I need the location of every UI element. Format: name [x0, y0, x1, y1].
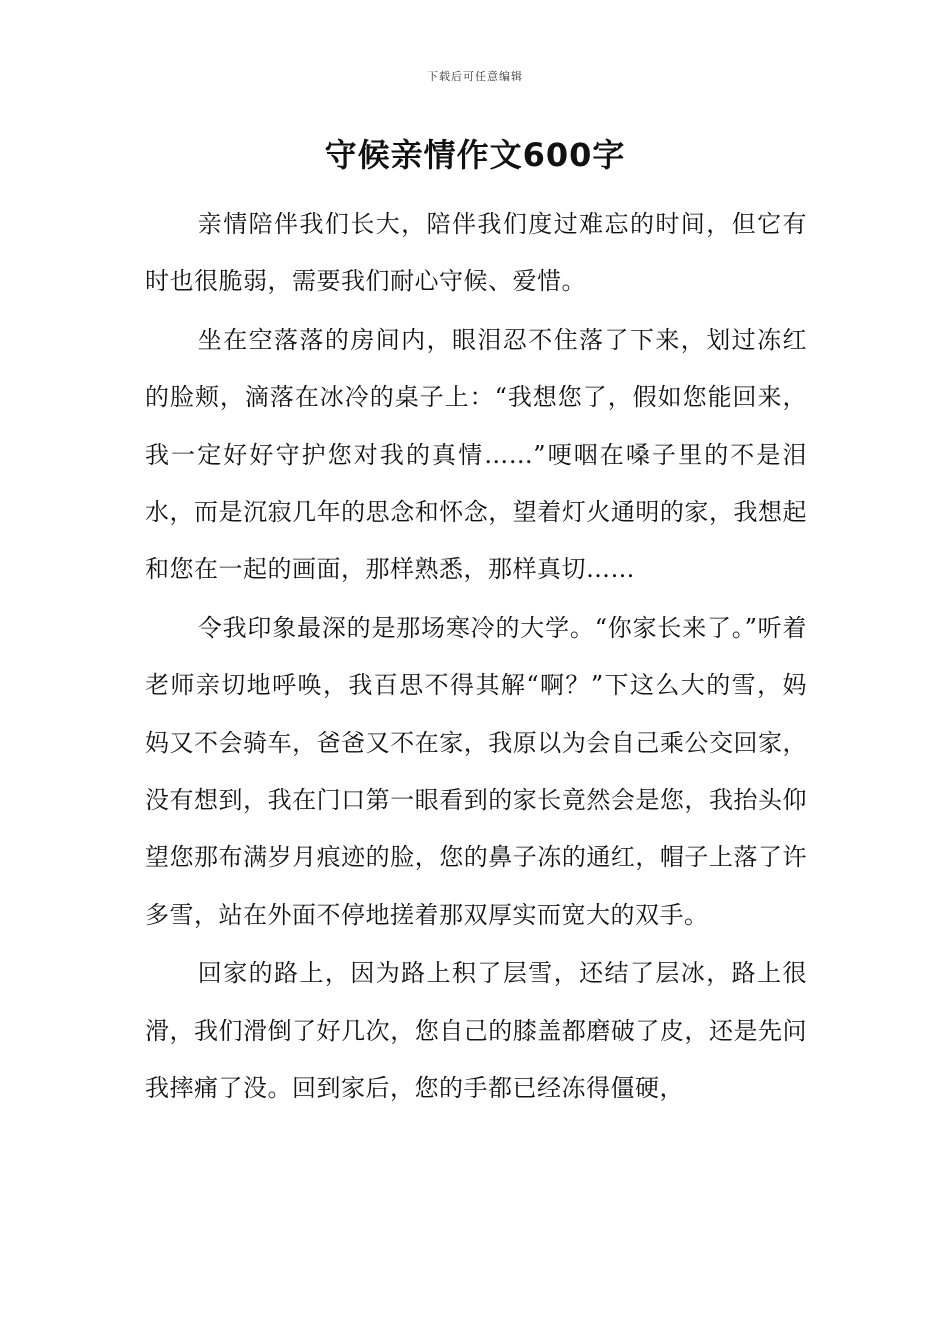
header-note: 下载后可任意编辑 [427, 70, 523, 83]
article-body [145, 196, 807, 1119]
paragraph-4: 回家的路上，因为路上积了层雪，还结了层冰，路上很滑，我们滑倒了好几次，您自己的膝盖都磨破了皮，还是先问我摔痛了没。回到家后，您的手都已经冻得僵硬， [145, 959, 807, 1103]
page-title: 守候亲情作文600字 [324, 136, 626, 174]
paragraph-3: 令我印象最深的是那场寒冷的大学。“你家长来了。”听着老师亲切地呼唤，我百思不得其解“啊？”下这么大的雪，妈妈又不会骑车，爸爸又不在家，我原以为会自己乘公交回家，没有想到，我在门口第一眼看到的家长竟然会是您，我抬头仰望您那布满岁月痕迹的脸，您的鼻子冻的通红，帽子上落了许多雪，站在外面不停地搓着那双厚实而宽大的双手。 [145, 613, 807, 929]
paragraph-1: 亲情陪伴我们长大，陪伴我们度过难忘的时间，但它有时也很脆弱，需要我们耐心守候、爱惜。 [145, 210, 807, 296]
paragraph-2: 坐在空落落的房间内，眼泪忍不住落了下来，划过冻红的脸颊，滴落在冰冷的桌子上：“我想您了，假如您能回来，我一定好好守护您对我的真情……”哽咽在嗓子里的不是泪水，而是沉寂几年的思念和怀念，望着灯火通明的家，我想起和您在一起的画面，那样熟悉，那样真切…… [145, 325, 807, 584]
